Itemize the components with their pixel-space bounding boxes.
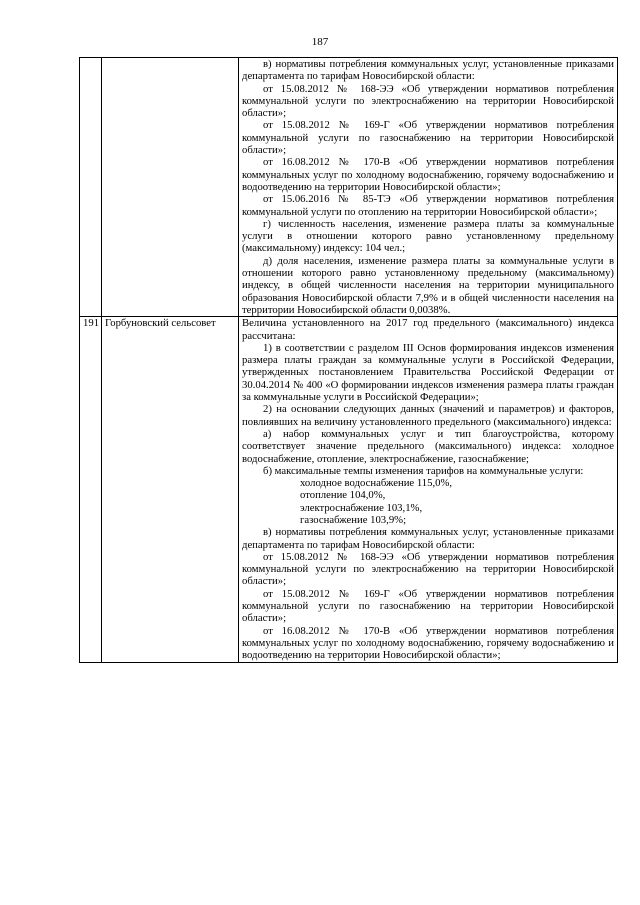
paragraph: от 15.08.2012 № 168-ЭЭ «Об утверждении нормативов потребления коммунальной услуги по электроснабжению на территории Новосибирской области»; xyxy=(242,550,614,588)
row-content xyxy=(239,317,618,662)
paragraph: 1) в соответствии с разделом III Основ формирования индексов изменения размера платы граждан за коммунальные услуги в Российской Федерации, утвержденных постановлением Правительства Российской Федерации от 30.04.2014 № 400 «О формировании индексов изменения размера платы граждан за коммунальные услуги в Российской Федерации»; xyxy=(242,341,614,404)
paragraph: г) численность населения, изменение размера платы за коммунальные услуги в отношении которого равно установленному предельному (максимальному) индексу: 104 чел.; xyxy=(242,217,614,255)
paragraph: от 15.08.2012 № 169-Г «Об утверждении нормативов потребления коммунальной услуги по газоснабжению на территории Новосибирской области»; xyxy=(242,119,614,157)
tariff-item: холодное водоснабжение 115,0%, xyxy=(300,477,453,490)
tariff-item: отопление 104,0%, xyxy=(300,489,386,502)
municipality-name: Горбуновский сельсовет xyxy=(102,317,239,662)
paragraph: от 15.06.2016 № 85-ТЭ «Об утверждении нормативов потребления коммунальной услуги по отоплению на территории Новосибирской области»; xyxy=(242,193,614,218)
paragraph: б) максимальные темпы изменения тарифов на коммунальные услуги: xyxy=(263,464,584,477)
paragraph: 2) на основании следующих данных (значений и параметров) и факторов, повлиявших на величину установленного предельного (максимального) индекса: xyxy=(242,403,614,428)
paragraph: от 16.08.2012 № 170-В «Об утверждении нормативов потребления коммунальных услуг по холодному водоснабжению, горячему водоснабжению и водоотведению на территории Новосибирской области»; xyxy=(242,156,614,193)
row-content xyxy=(239,58,618,317)
table-row xyxy=(80,58,618,317)
paragraph: от 15.08.2012 № 169-Г «Об утверждении нормативов потребления коммунальной услуги по газоснабжению на территории Новосибирской области»; xyxy=(242,587,614,625)
row-number xyxy=(80,58,102,317)
paragraph: в) нормативы потребления коммунальных услуг, установленные приказами департамента по тарифам Новосибирской области: xyxy=(242,58,614,83)
table-row xyxy=(80,317,618,662)
paragraph: от 15.08.2012 № 168-ЭЭ «Об утверждении нормативов потребления коммунальной услуги по электроснабжению на территории Новосибирской области»; xyxy=(242,82,614,120)
paragraph: от 16.08.2012 № 170-В «Об утверждении нормативов потребления коммунальных услуг по холодному водоснабжению, горячему водоснабжению и водоотведению на территории Новосибирской области»; xyxy=(242,624,614,662)
paragraph: а) набор коммунальных услуг и тип благоустройства, которому соответствует значение предельного (максимального) индекса: холодное водоснабжение, отопление, электроснабжение, газоснабжение; xyxy=(242,427,614,465)
row-number: 191 xyxy=(80,317,102,662)
page-number: 187 xyxy=(311,36,329,48)
paragraph: д) доля населения, изменение размера платы за коммунальные услуги в отношении которого равно установленному предельному (максимальному) индексу, в общей численности населения на территории муниципального образования Новосибирской области 7,9% и в общей численности населения на территории Новосибирской области 0,0038%. xyxy=(242,254,614,316)
tariff-item: электроснабжение 103,1%, xyxy=(300,501,423,514)
paragraph: Величина установленного на 2017 год предельного (максимального) индекса рассчитана: xyxy=(242,317,614,342)
document-table xyxy=(79,57,618,663)
paragraph: в) нормативы потребления коммунальных услуг, установленные приказами департамента по тарифам Новосибирской области: xyxy=(242,526,614,551)
tariff-item: газоснабжение 103,9%; xyxy=(300,513,407,526)
municipality-name xyxy=(102,58,239,317)
